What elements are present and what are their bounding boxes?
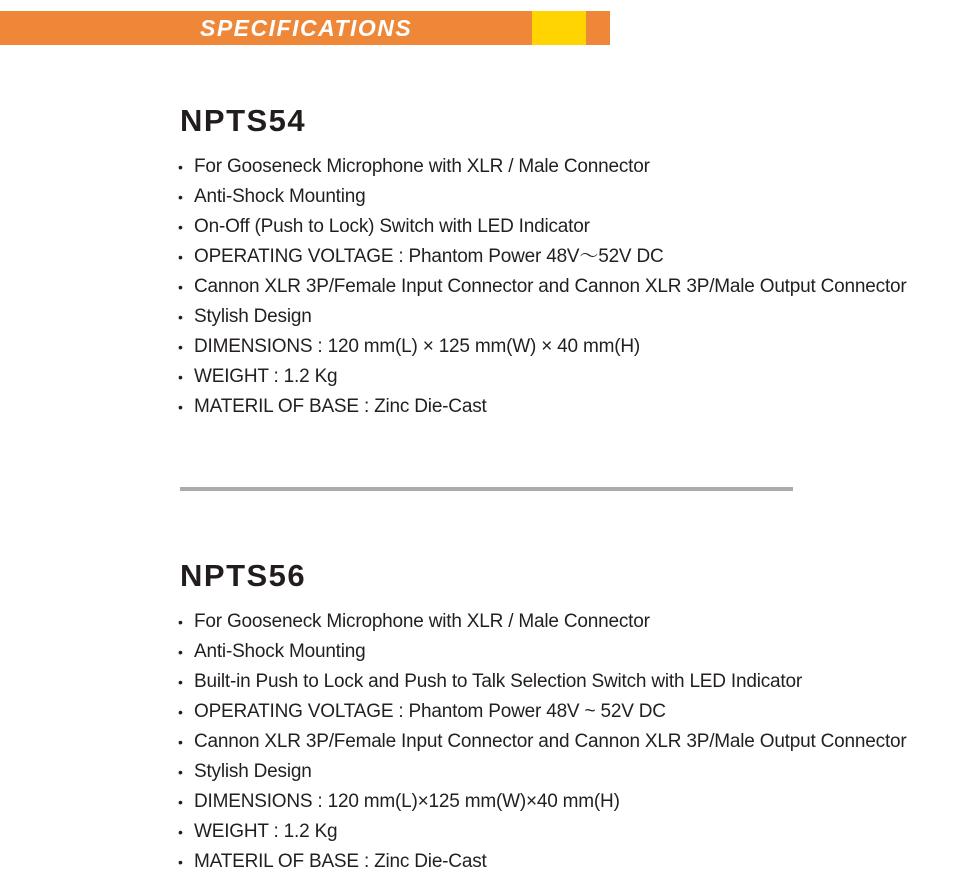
bullet-icon: • <box>178 279 183 295</box>
spec-item <box>178 727 968 757</box>
spec-item <box>178 847 968 877</box>
spec-item-text: OPERATING VOLTAGE : Phantom Power 48V～52V DC <box>194 246 664 267</box>
bullet-icon: • <box>178 159 183 175</box>
banner-title: SPECIFICATIONS <box>200 15 413 41</box>
bullet-icon: • <box>178 734 183 750</box>
spec-item <box>178 272 968 302</box>
bullet-icon: • <box>178 249 183 265</box>
bullet-icon: • <box>178 189 183 205</box>
spec-item-text: On-Off (Push to Lock) Switch with LED Indicator <box>194 216 590 237</box>
bullet-icon: • <box>178 854 183 870</box>
spec-item <box>178 667 968 697</box>
spec-item-text: MATERIL OF BASE : Zinc Die-Cast <box>194 396 487 417</box>
section-divider <box>180 487 793 491</box>
bullet-icon: • <box>178 794 183 810</box>
spec-item-text: Anti-Shock Mounting <box>194 641 366 662</box>
spec-item <box>178 817 968 847</box>
spec-item-text: For Gooseneck Microphone with XLR / Male Connector <box>194 156 650 177</box>
product-section-npts54 <box>178 103 968 422</box>
bullet-icon: • <box>178 764 183 780</box>
product-model-title: NPTS54 <box>180 103 307 138</box>
spec-item-text: Cannon XLR 3P/Female Input Connector and Cannon XLR 3P/Male Output Connector <box>194 276 907 297</box>
spec-item <box>178 362 968 392</box>
bullet-icon: • <box>178 614 183 630</box>
banner-orange-accent <box>586 11 610 45</box>
bullet-icon: • <box>178 399 183 415</box>
spec-item-text: Anti-Shock Mounting <box>194 186 366 207</box>
spec-item-text: Built-in Push to Lock and Push to Talk Selection Switch with LED Indicator <box>194 671 802 692</box>
bullet-icon: • <box>178 824 183 840</box>
bullet-icon: • <box>178 369 183 385</box>
spec-item <box>178 242 968 272</box>
spec-list <box>178 152 968 422</box>
spec-item <box>178 332 968 362</box>
spec-item-text: DIMENSIONS : 120 mm(L) × 125 mm(W) × 40 mm(H) <box>194 336 641 357</box>
spec-item <box>178 787 968 817</box>
spec-item <box>178 212 968 242</box>
bullet-icon: • <box>178 219 183 235</box>
spec-item <box>178 637 968 667</box>
spec-item-text: WEIGHT : 1.2 Kg <box>194 366 338 387</box>
product-section-npts56 <box>178 558 968 877</box>
specifications-banner <box>0 11 610 45</box>
spec-item <box>178 607 968 637</box>
bullet-icon: • <box>178 674 183 690</box>
product-model-title: NPTS56 <box>180 558 307 593</box>
bullet-icon: • <box>178 644 183 660</box>
spec-item <box>178 152 968 182</box>
spec-item <box>178 392 968 422</box>
spec-list <box>178 607 968 877</box>
spec-item-text: Stylish Design <box>194 306 312 327</box>
spec-item <box>178 697 968 727</box>
spec-item-text: OPERATING VOLTAGE : Phantom Power 48V ~ 52V DC <box>194 701 666 722</box>
spec-item-text: WEIGHT : 1.2 Kg <box>194 821 338 842</box>
spec-item-text: Stylish Design <box>194 761 312 782</box>
banner-yellow-accent <box>532 11 586 45</box>
spec-item-text: MATERIL OF BASE : Zinc Die-Cast <box>194 851 487 872</box>
bullet-icon: • <box>178 704 183 720</box>
spec-item-text: For Gooseneck Microphone with XLR / Male Connector <box>194 611 650 632</box>
spec-item <box>178 182 968 212</box>
banner-orange-bar <box>0 11 532 45</box>
bullet-icon: • <box>178 309 183 325</box>
bullet-icon: • <box>178 339 183 355</box>
spec-item-text: Cannon XLR 3P/Female Input Connector and Cannon XLR 3P/Male Output Connector <box>194 731 907 752</box>
spec-item <box>178 757 968 787</box>
spec-item <box>178 302 968 332</box>
spec-item-text: DIMENSIONS : 120 mm(L)×125 mm(W)×40 mm(H) <box>194 791 620 812</box>
